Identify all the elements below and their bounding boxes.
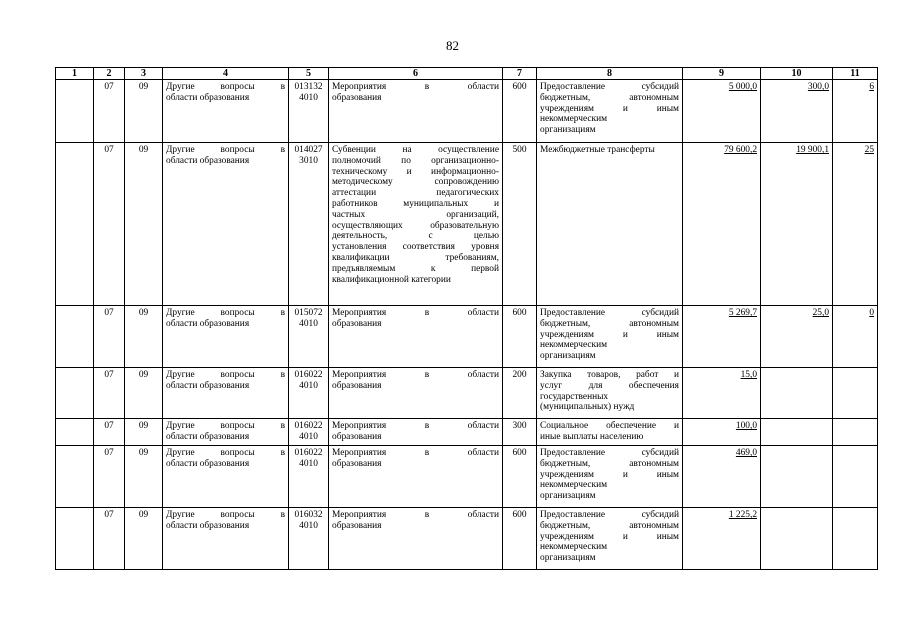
cell-expense-type-name-line: услуг для обеспечения	[540, 380, 679, 391]
cell-section-name-line: Другие вопросы в	[166, 145, 285, 155]
page-number: 82	[446, 38, 459, 53]
cell-article-name-line: Субвенции на осуществление	[332, 145, 499, 155]
cell-article-name-line: аттестации педагогических	[332, 188, 499, 199]
cell-amount-value: 469,0	[735, 448, 757, 458]
cell-article-name-line: квалификационной категории	[332, 274, 451, 285]
table-row	[56, 508, 878, 570]
cell-expense-type-name-line: Закупка товаров, работ и	[540, 370, 679, 380]
cell-expense-type-name	[537, 446, 683, 508]
cell-amount-2	[761, 508, 833, 570]
cell-amount	[683, 306, 761, 368]
cell-section-name-line: области образования	[166, 92, 250, 103]
cell-amount-value: 1 225,2	[728, 510, 757, 520]
cell-expense-type-name-line: Социальное обеспечение и	[540, 421, 679, 431]
cell-target-article	[289, 368, 329, 419]
cell-article-name	[329, 419, 503, 446]
cell-amount-value: 5 269,7	[728, 308, 757, 318]
cell-section: 07	[94, 446, 125, 508]
cell-target-article	[289, 446, 329, 508]
cell-expense-type-name-line: Предоставление субсидий	[540, 448, 679, 458]
cell-expense-type-name	[537, 306, 683, 368]
cell-amount	[683, 80, 761, 143]
cell-amount	[683, 143, 761, 306]
cell-section-name-line: Другие вопросы в	[166, 82, 285, 92]
table-row	[56, 80, 878, 143]
cell-col11	[833, 80, 878, 143]
col-header-5: 5	[289, 68, 329, 80]
cell-expense-type: 600	[503, 508, 537, 570]
cell-col11-value: 25	[864, 145, 874, 155]
cell-article-name-line: Мероприятия в области	[332, 421, 499, 431]
cell-amount-2-value: 300,0	[807, 82, 829, 92]
cell-expense-type: 300	[503, 419, 537, 446]
cell-article-name	[329, 446, 503, 508]
cell-article-name-line: Мероприятия в области	[332, 448, 499, 458]
cell-expense-type-name-line: бюджетным, автономным	[540, 458, 679, 469]
col-header-4: 4	[163, 68, 289, 80]
cell-article-name-line: полномочий по организационно-	[332, 155, 499, 166]
cell-col1	[56, 419, 94, 446]
cell-section: 07	[94, 80, 125, 143]
cell-expense-type-name-line: учреждениям и иным	[540, 531, 679, 542]
cell-amount	[683, 419, 761, 446]
cell-col11	[833, 508, 878, 570]
cell-target-article-line: 016022	[294, 448, 323, 458]
col-header-8: 8	[537, 68, 683, 80]
cell-target-article-line: 4010	[299, 92, 318, 103]
cell-amount-value: 100,0	[735, 421, 757, 431]
cell-section-name	[163, 306, 289, 368]
cell-section: 07	[94, 508, 125, 570]
cell-article-name-line: работников муниципальных и	[332, 198, 499, 209]
cell-expense-type-name-line: бюджетным, автономным	[540, 92, 679, 103]
cell-section-name-line: Другие вопросы в	[166, 510, 285, 520]
cell-article-name	[329, 80, 503, 143]
cell-target-article-line: 4010	[299, 458, 318, 469]
cell-expense-type-name-line: учреждениям и иным	[540, 469, 679, 480]
cell-section: 07	[94, 143, 125, 306]
cell-subsection: 09	[125, 508, 163, 570]
cell-expense-type-name-line: организациям	[540, 351, 596, 362]
cell-article-name-line: Мероприятия в области	[332, 370, 499, 380]
cell-section-name	[163, 446, 289, 508]
cell-article-name	[329, 508, 503, 570]
cell-expense-type-name	[537, 368, 683, 419]
cell-col11	[833, 368, 878, 419]
cell-expense-type-name-line: государственных	[540, 391, 609, 402]
cell-expense-type-name	[537, 419, 683, 446]
cell-expense-type: 600	[503, 446, 537, 508]
cell-col1	[56, 80, 94, 143]
cell-col11	[833, 419, 878, 446]
col-header-3: 3	[125, 68, 163, 80]
cell-expense-type-name-line: организациям	[540, 491, 596, 502]
cell-col11-value: 6	[869, 82, 874, 92]
cell-article-name-line: образования	[332, 431, 382, 442]
cell-section-name-line: области образования	[166, 155, 250, 166]
cell-section-name	[163, 508, 289, 570]
cell-col11	[833, 306, 878, 368]
cell-amount	[683, 446, 761, 508]
cell-expense-type-name	[537, 143, 683, 306]
cell-amount-2	[761, 368, 833, 419]
cell-article-name	[329, 143, 503, 306]
cell-target-article-line: 013132	[294, 82, 323, 92]
cell-expense-type-name-line: Предоставление субсидий	[540, 82, 679, 92]
cell-amount-value: 5 000,0	[728, 82, 757, 92]
cell-expense-type-name	[537, 80, 683, 143]
cell-expense-type-name-line: бюджетным, автономным	[540, 520, 679, 531]
table-body	[56, 80, 878, 570]
cell-section-name-line: Другие вопросы в	[166, 421, 285, 431]
cell-amount	[683, 508, 761, 570]
cell-expense-type: 200	[503, 368, 537, 419]
table-row	[56, 368, 878, 419]
cell-section-name-line: области образования	[166, 318, 250, 329]
cell-section-name-line: Другие вопросы в	[166, 370, 285, 380]
cell-article-name-line: Мероприятия в области	[332, 308, 499, 318]
cell-target-article-line: 016032	[294, 510, 323, 520]
cell-expense-type: 600	[503, 80, 537, 143]
cell-expense-type-name	[537, 508, 683, 570]
cell-target-article-line: 4010	[299, 431, 318, 442]
cell-section: 07	[94, 419, 125, 446]
cell-section-name-line: области образования	[166, 520, 250, 531]
cell-section: 07	[94, 306, 125, 368]
cell-col11	[833, 446, 878, 508]
cell-article-name-line: методическому сопровождению	[332, 177, 499, 188]
cell-section-name-line: области образования	[166, 431, 250, 442]
cell-amount-value: 79 600,2	[724, 145, 757, 155]
cell-article-name-line: образования	[332, 318, 382, 329]
cell-subsection: 09	[125, 80, 163, 143]
cell-expense-type-name-line: бюджетным, автономным	[540, 318, 679, 329]
col-header-7: 7	[503, 68, 537, 80]
cell-section-name-line: Другие вопросы в	[166, 448, 285, 458]
cell-amount-2	[761, 80, 833, 143]
table-row	[56, 306, 878, 368]
cell-target-article	[289, 419, 329, 446]
cell-amount-value: 15,0	[740, 370, 757, 380]
budget-table	[55, 67, 878, 570]
cell-target-article	[289, 306, 329, 368]
table-row	[56, 143, 878, 306]
cell-section-name-line: Другие вопросы в	[166, 308, 285, 318]
cell-target-article-line: 4010	[299, 520, 318, 531]
cell-article-name-line: техническому и информационно-	[332, 166, 499, 177]
cell-section-name	[163, 419, 289, 446]
cell-article-name-line: частных организаций,	[332, 209, 499, 220]
cell-target-article-line: 4010	[299, 380, 318, 391]
cell-amount-2-value: 25,0	[812, 308, 829, 318]
table-row	[56, 419, 878, 446]
cell-article-name-line: образования	[332, 520, 382, 531]
cell-amount-2	[761, 143, 833, 306]
table-row	[56, 446, 878, 508]
col-header-1: 1	[56, 68, 94, 80]
cell-target-article-line: 4010	[299, 318, 318, 329]
cell-section-name-line: области образования	[166, 458, 250, 469]
cell-section-name	[163, 143, 289, 306]
cell-amount	[683, 368, 761, 419]
cell-target-article-line: 016022	[294, 370, 323, 380]
cell-col1	[56, 143, 94, 306]
cell-article-name-line: квалификации требованиям,	[332, 252, 499, 263]
cell-amount-2	[761, 419, 833, 446]
cell-col1	[56, 508, 94, 570]
cell-article-name-line: установления соответствия уровня	[332, 242, 499, 253]
cell-article-name-line: Мероприятия в области	[332, 510, 499, 520]
cell-section: 07	[94, 368, 125, 419]
cell-col1	[56, 446, 94, 508]
cell-amount-2	[761, 306, 833, 368]
cell-subsection: 09	[125, 419, 163, 446]
cell-col11-value: 0	[869, 308, 874, 318]
cell-target-article	[289, 508, 329, 570]
cell-expense-type-name-line: организациям	[540, 125, 596, 136]
cell-col1	[56, 368, 94, 419]
cell-section-name	[163, 80, 289, 143]
cell-article-name	[329, 306, 503, 368]
cell-section-name	[163, 368, 289, 419]
cell-amount-2	[761, 446, 833, 508]
cell-amount-2-value: 19 900,1	[796, 145, 829, 155]
cell-col11	[833, 143, 878, 306]
cell-target-article-line: 016022	[294, 421, 323, 431]
cell-article-name	[329, 368, 503, 419]
cell-expense-type-name-line: некоммерческим	[540, 480, 608, 491]
cell-col1	[56, 306, 94, 368]
cell-expense-type-name-line: иные выплаты населению	[540, 431, 644, 442]
cell-article-name-line: образования	[332, 458, 382, 469]
cell-expense-type-name-line: учреждениям и иным	[540, 103, 679, 114]
cell-subsection: 09	[125, 446, 163, 508]
cell-subsection: 09	[125, 143, 163, 306]
cell-target-article	[289, 143, 329, 306]
cell-expense-type-name-line: (муниципальных) нужд	[540, 402, 635, 413]
cell-expense-type-name-line: учреждениям и иным	[540, 329, 679, 340]
cell-section-name-line: области образования	[166, 380, 250, 391]
cell-expense-type-name-line: некоммерческим	[540, 542, 608, 553]
cell-target-article	[289, 80, 329, 143]
cell-article-name-line: предъявляемым к первой	[332, 263, 499, 274]
cell-expense-type: 500	[503, 143, 537, 306]
cell-expense-type-name-line: Предоставление субсидий	[540, 308, 679, 318]
cell-expense-type-name-line: организациям	[540, 553, 596, 564]
cell-subsection: 09	[125, 306, 163, 368]
cell-target-article-line: 015072	[294, 308, 323, 318]
col-header-6: 6	[329, 68, 503, 80]
cell-subsection: 09	[125, 368, 163, 419]
cell-article-name-line: образования	[332, 380, 382, 391]
col-header-10: 10	[761, 68, 833, 80]
col-header-2: 2	[94, 68, 125, 80]
cell-article-name-line: деятельность, с целью	[332, 231, 499, 242]
cell-expense-type-name-line: некоммерческим	[540, 114, 608, 125]
cell-expense-type-name-line: некоммерческим	[540, 340, 608, 351]
cell-article-name-line: Мероприятия в области	[332, 82, 499, 92]
cell-article-name-line: образования	[332, 92, 382, 103]
col-header-11: 11	[833, 68, 878, 80]
col-header-9: 9	[683, 68, 761, 80]
cell-expense-type-name-line: Предоставление субсидий	[540, 510, 679, 520]
cell-article-name-line: осуществляющих образовательную	[332, 220, 499, 231]
cell-expense-type-name-line: Межбюджетные трансферты	[540, 145, 655, 155]
cell-target-article-line: 3010	[299, 155, 318, 166]
header-row	[56, 68, 878, 80]
cell-target-article-line: 014027	[294, 145, 323, 155]
cell-expense-type: 600	[503, 306, 537, 368]
